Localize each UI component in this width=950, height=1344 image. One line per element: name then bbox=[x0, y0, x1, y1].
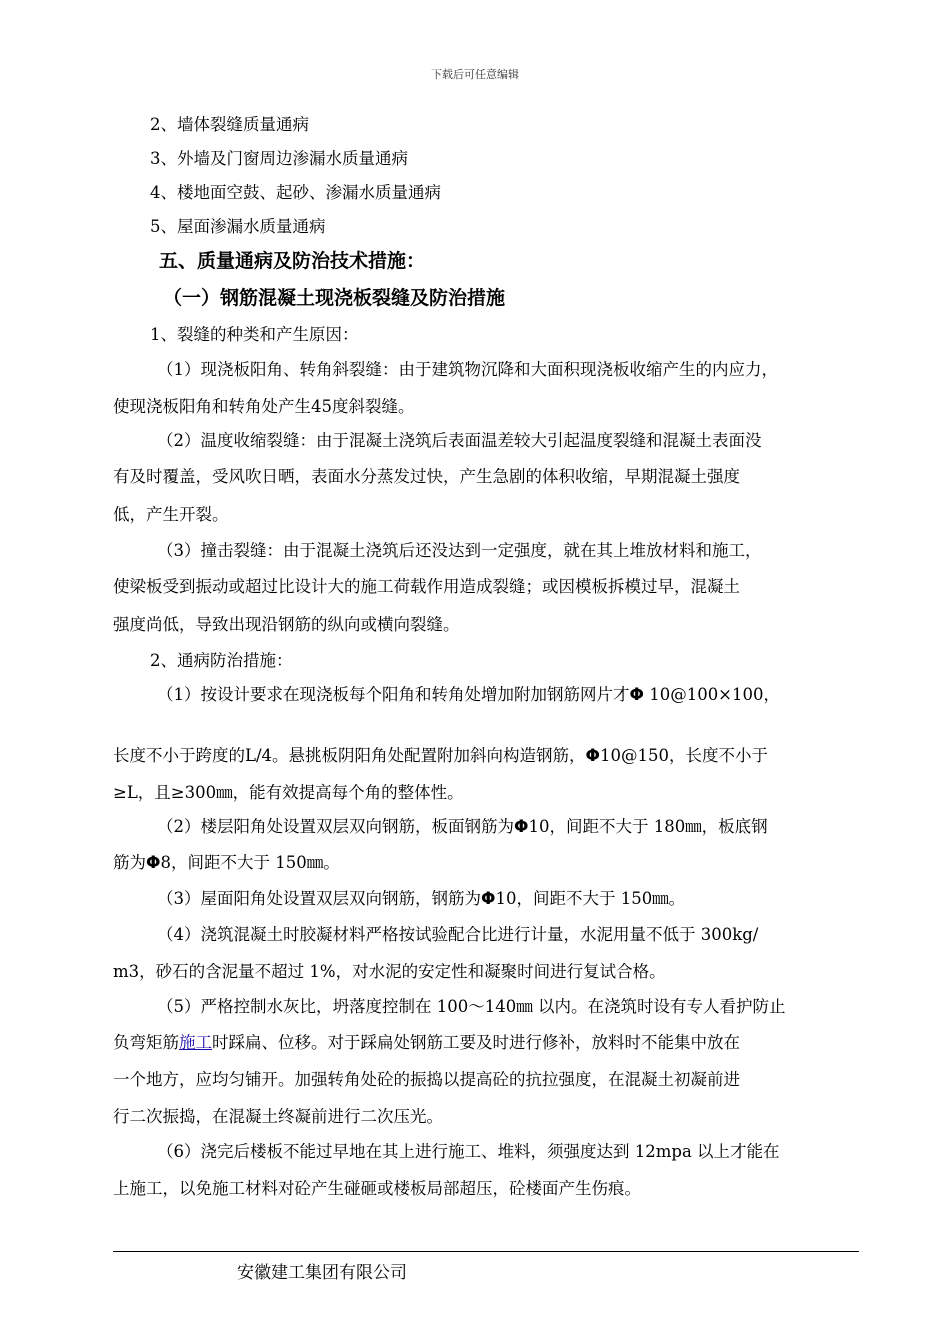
section-title: 五、质量通病及防治技术措施： bbox=[159, 250, 426, 272]
list-item: 4、楼地面空鼓、起砂、渗漏水质量通病 bbox=[150, 183, 441, 202]
paragraph-line: 一个地方，应均匀铺开。加强转角处砼的振捣以提高砼的抗拉强度，在混凝土初凝前进 bbox=[113, 1070, 740, 1089]
text-run: 10@150，长度不小于 bbox=[599, 746, 768, 765]
subheading-measures: 2、通病防治措施： bbox=[150, 651, 293, 670]
phi-symbol: Φ bbox=[585, 746, 600, 766]
text-run: 10，间距不大于 150㎜。 bbox=[495, 889, 686, 908]
paragraph-line: （5）严格控制水灰比，坍落度控制在 100～140㎜ 以内。在浇筑时设有专人看护防止 bbox=[157, 997, 786, 1016]
paragraph-line bbox=[113, 745, 768, 767]
text-run: （3）屋面阳角处设置双层双向钢筋，钢筋为 bbox=[157, 889, 481, 908]
phi-symbol: Φ bbox=[629, 685, 644, 705]
paragraph-line bbox=[113, 852, 340, 874]
paragraph-line: m3，砂石的含泥量不超过 1%，对水泥的安定性和凝聚时间进行复试合格。 bbox=[113, 962, 666, 981]
paragraph-line bbox=[157, 684, 780, 706]
list-item: 5、屋面渗漏水质量通病 bbox=[150, 217, 326, 236]
phi-symbol: Φ bbox=[146, 853, 161, 873]
subheading-cause: 1、裂缝的种类和产生原因： bbox=[150, 325, 359, 344]
paragraph-line: （4）浇筑混凝土时胶凝材料严格按试验配合比进行计量，水泥用量不低于 300kg/ bbox=[157, 925, 759, 944]
text-run: 筋为 bbox=[113, 853, 146, 872]
list-item: 3、外墙及门窗周边渗漏水质量通病 bbox=[150, 149, 408, 168]
text-run: 10，间距不大于 180㎜，板底钢 bbox=[528, 817, 768, 836]
text-run: （1）按设计要求在现浇板每个阳角和转角处增加附加钢筋网片才 bbox=[157, 685, 630, 704]
header-note: 下载后可任意编辑 bbox=[431, 68, 519, 81]
paragraph-line: 使梁板受到振动或超过比设计大的施工荷载作用造成裂缝；或因模板拆模过早，混凝土 bbox=[113, 577, 740, 596]
paragraph-line: 强度尚低，导致出现沿钢筋的纵向或横向裂缝。 bbox=[113, 615, 460, 634]
paragraph-line bbox=[157, 816, 768, 838]
text-run: 10@100×100， bbox=[643, 685, 781, 704]
phi-symbol: Φ bbox=[481, 889, 496, 909]
paragraph-line: （3）撞击裂缝：由于混凝土浇筑后还没达到一定强度，就在其上堆放材料和施工， bbox=[157, 541, 762, 560]
paragraph-line: （1）现浇板阳角、转角斜裂缝：由于建筑物沉降和大面积现浇板收缩产生的内应力， bbox=[157, 360, 778, 379]
paragraph-line: 使现浇板阳角和转角处产生45度斜裂缝。 bbox=[113, 397, 415, 416]
paragraph-line: （2）温度收缩裂缝：由于混凝土浇筑后表面温差较大引起温度裂缝和混凝土表面没 bbox=[157, 431, 762, 450]
footer-divider bbox=[113, 1251, 859, 1252]
paragraph-line: ≥L，且≥300㎜，能有效提高每个角的整体性。 bbox=[113, 783, 464, 802]
paragraph-line bbox=[113, 1032, 740, 1054]
paragraph-line: 行二次振捣，在混凝土终凝前进行二次压光。 bbox=[113, 1107, 443, 1126]
text-run: 时踩扁、位移。对于踩扁处钢筋工要及时进行修补，放料时不能集中放在 bbox=[212, 1033, 740, 1052]
text-run: （2）楼层阳角处设置双层双向钢筋，板面钢筋为 bbox=[157, 817, 514, 836]
text-run: 负弯矩筋 bbox=[113, 1033, 179, 1052]
section-subtitle: （一）钢筋混凝土现浇板裂缝及防治措施 bbox=[163, 287, 506, 309]
text-run: 长度不小于跨度的L/4。悬挑板阴阳角处配置附加斜向构造钢筋， bbox=[113, 746, 586, 765]
text-run: 8，间距不大于 150㎜。 bbox=[160, 853, 340, 872]
construction-link[interactable]: 施工 bbox=[179, 1033, 212, 1052]
paragraph-line: 有及时覆盖，受风吹日晒，表面水分蒸发过快，产生急剧的体积收缩，早期混凝土强度 bbox=[113, 467, 740, 486]
phi-symbol: Φ bbox=[514, 817, 529, 837]
paragraph-line bbox=[157, 888, 685, 910]
paragraph-line: 上施工，以免施工材料对砼产生碰砸或楼板局部超压，砼楼面产生伤痕。 bbox=[113, 1179, 641, 1198]
list-item: 2、墙体裂缝质量通病 bbox=[150, 115, 309, 134]
paragraph-line: 低，产生开裂。 bbox=[113, 505, 229, 524]
paragraph-line: （6）浇完后楼板不能过早地在其上进行施工、堆料，须强度达到 12mpa 以上才能在 bbox=[157, 1142, 780, 1161]
footer-company: 安徽建工集团有限公司 bbox=[237, 1263, 407, 1283]
